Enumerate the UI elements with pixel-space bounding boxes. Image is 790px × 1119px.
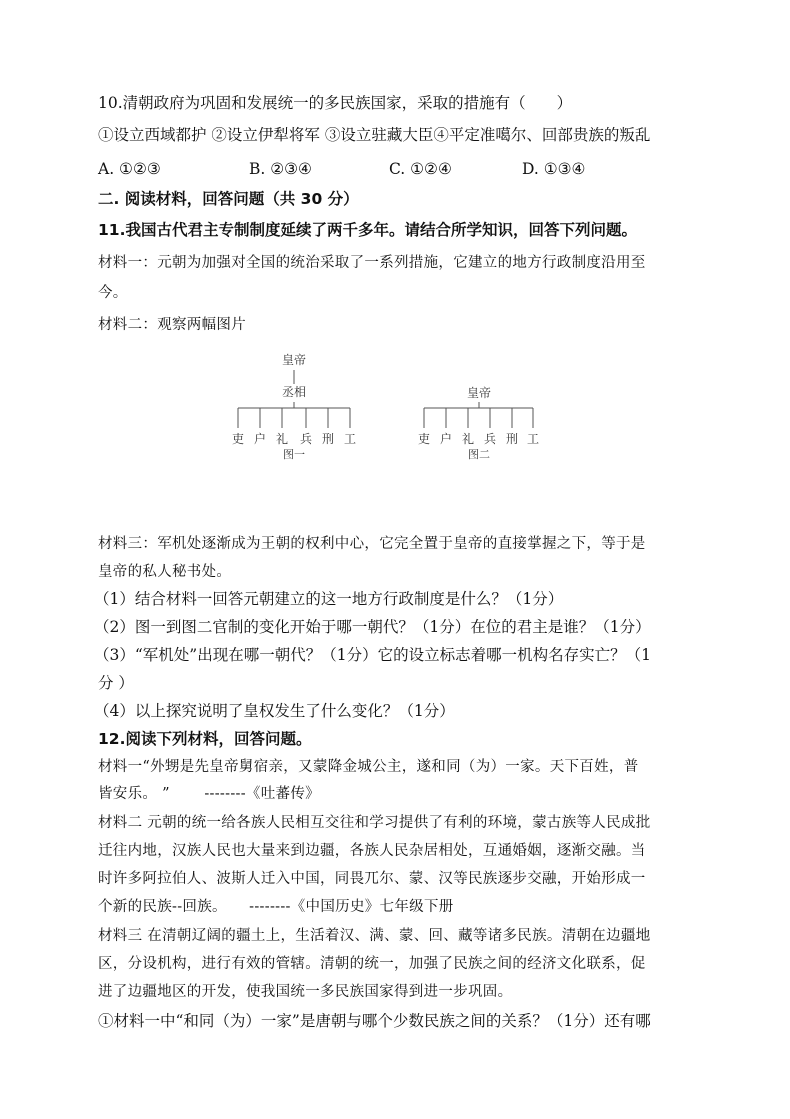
fig2-ministry-li: 吏 (417, 432, 431, 446)
q12-material-2-line-1: 材料二 元朝的统一给各族人民相互交往和学习提供了有利的环境，蒙古族等人民成批 (98, 815, 651, 831)
q12-material-2-line-2: 迁往内地，汉族人民也大量来到边疆，各族人民杂居相处，互通婚姻，逐渐交融。当 (98, 843, 646, 859)
fig1-emperor-label: 皇帝 (281, 353, 307, 367)
q10-option-d: D. ①③④ (522, 160, 586, 178)
q12-material-3-line-2: 区，分设机构，进行有效的管辖。清朝的统一，加强了民族之间的经济文化联系，促 (98, 956, 646, 972)
q10-stem: 10.清朝政府为巩固和发展统一的多民族国家，采取的措施有（ ） (98, 94, 573, 112)
q12-material-3-line-1: 材料三 在清朝辽阔的疆土上，生活着汉、满、蒙、回、藏等诸多民族。清朝在边疆地 (98, 928, 651, 944)
fig2-ministry-hu: 户 (439, 432, 453, 446)
fig2-ministry-li-rites: 礼 (461, 432, 475, 446)
fig1-ministry-li: 吏 (231, 432, 245, 446)
q11-stem: 11.我国古代君主专制制度延续了两千多年。请结合所学知识，回答下列问题。 (98, 221, 637, 239)
fig2-ministry-xing: 刑 (505, 432, 519, 446)
q12-material-2-line-3: 时许多阿拉伯人、波斯人迁入中国，同畏兀尔、蒙、汉等民族逐步交融，开始形成一 (98, 871, 646, 887)
q11-material-3-line-1: 材料三：军机处逐渐成为王朝的权利中心，它完全置于皇帝的直接掌握之下，等于是 (98, 536, 646, 552)
fig1-caption: 图一 (283, 448, 305, 461)
fig1-chancellor-label: 丞相 (281, 385, 307, 399)
q12-material-3-line-3: 进了边疆地区的开发，使我国统一多民族国家得到进一步巩固。 (98, 984, 513, 1000)
fig2-ministry-bing: 兵 (483, 432, 497, 446)
q10-option-c: C. ①②④ (389, 160, 452, 178)
fig1-ministry-bing: 兵 (299, 432, 313, 446)
fig1-ministry-xing: 刑 (321, 432, 335, 446)
q10-option-b: B. ②③④ (249, 160, 312, 178)
q11-material-3-line-2: 皇帝的私人秘书处。 (98, 564, 232, 580)
q12-stem: 12.阅读下列材料，回答问题。 (98, 730, 312, 748)
figure-one (232, 352, 356, 461)
section-title: 二. 阅读材料，回答问题（共 30 分） (98, 190, 359, 208)
q11-sub-question-1: （1）结合材料一回答元朝建立的这一地方行政制度是什么？（1分） (94, 590, 564, 608)
q11-sub-question-3-line-1: （3）“军机处”出现在哪一朝代？（1分）它的设立标志着哪一机构名存实亡？（1 (94, 646, 651, 664)
official-system-diagram (228, 348, 568, 473)
fig2-ministry-gong: 工 (526, 432, 540, 446)
fig1-ministry-hu: 户 (253, 432, 267, 446)
q11-sub-question-3-line-2: 分 ） (98, 674, 134, 692)
fig1-ministry-gong: 工 (343, 432, 357, 446)
q11-material-2: 材料二：观察两幅图片 (98, 317, 246, 333)
q12-material-2-line-4: 个新的民族--回族。 --------《中国历史》七年级下册 (98, 899, 454, 915)
q10-items: ①设立西域都护 ②设立伊犁将军 ③设立驻藏大臣④平定准噶尔、回部贵族的叛乱 (98, 126, 651, 144)
q11-material-1-line-1: 材料一：元朝为加强对全国的统治采取了一系列措施，它建立的地方行政制度沿用至 (98, 255, 646, 271)
q11-sub-question-4: （4）以上探究说明了皇权发生了什么变化？（1分） (94, 702, 455, 720)
q12-material-1-line-1: 材料一“外甥是先皇帝舅宿亲，又蒙降金城公主，遂和同（为）一家。天下百姓，普 (98, 759, 639, 775)
fig2-emperor-label: 皇帝 (466, 386, 492, 400)
q11-material-1-line-2: 今。 (98, 285, 128, 301)
q12-material-1-line-2: 皆安乐。 ” --------《吐蕃传》 (98, 786, 320, 802)
fig2-caption: 图二 (468, 448, 490, 461)
figure-two (418, 385, 539, 461)
q12-sub-question-1: ①材料一中“和同（为）一家”是唐朝与哪个少数民族之间的关系？（1分）还有哪 (98, 1012, 651, 1030)
fig1-ministry-li-rites: 礼 (275, 432, 289, 446)
q11-sub-question-2: （2）图一到图二官制的变化开始于哪一朝代？（1分）在位的君主是谁？（1分） (94, 618, 651, 636)
q10-option-a: A. ①②③ (98, 160, 161, 178)
